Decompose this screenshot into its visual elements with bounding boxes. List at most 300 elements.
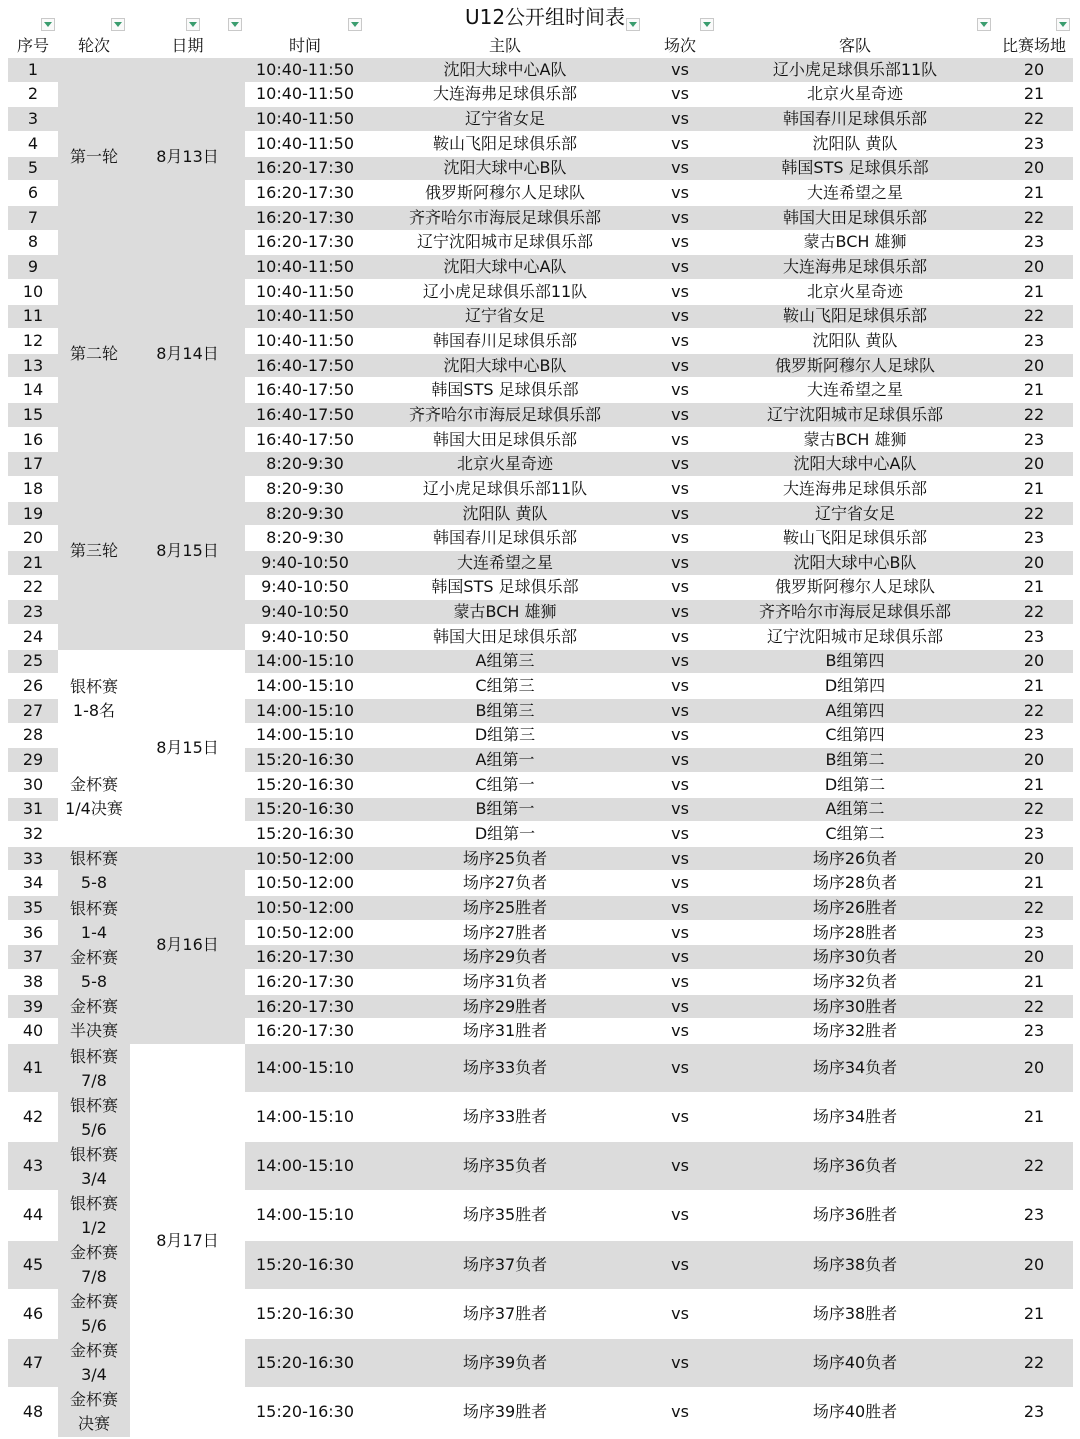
home-team: 场序25胜者 <box>462 897 548 917</box>
venue-number: 20 <box>1023 355 1045 375</box>
versus-label: vs <box>671 750 689 770</box>
venue-number: 21 <box>1023 774 1045 794</box>
versus-label: vs <box>671 1205 689 1225</box>
row-number: 44 <box>22 1205 44 1225</box>
home-team: 场序29胜者 <box>462 996 548 1016</box>
home-team: B组第三 <box>475 700 535 720</box>
venue-number: 23 <box>1023 232 1045 252</box>
away-team: 场序36负者 <box>812 1156 898 1176</box>
round-cell: 银杯赛 3/4 <box>58 1142 130 1191</box>
row-number: 11 <box>8 305 58 329</box>
venue-number: 20 <box>1023 651 1045 671</box>
match-time: 16:40-17:50 <box>256 404 354 424</box>
away-team: 沈阳队 黄队 <box>812 330 898 350</box>
header-venue: 比赛场地 <box>1001 35 1066 55</box>
match-time: 14:00-15:10 <box>256 1205 354 1225</box>
match-time: 10:50-12:00 <box>256 922 354 942</box>
away-team: 俄罗斯阿穆尔人足球队 <box>774 355 935 375</box>
home-team: D组第三 <box>474 725 536 745</box>
versus-label: vs <box>671 454 689 474</box>
header-home: 主队 <box>488 35 521 55</box>
row-number: 6 <box>27 183 39 203</box>
versus-label: vs <box>671 799 689 819</box>
home-team: 韩国春川足球俱乐部 <box>432 528 577 548</box>
away-team: 场序28胜者 <box>812 922 898 942</box>
row-number: 31 <box>8 798 58 822</box>
home-team: 辽小虎足球俱乐部11队 <box>422 281 588 301</box>
venue-number: 23 <box>1023 528 1045 548</box>
home-team: A组第一 <box>475 750 535 770</box>
match-time: 16:20-17:30 <box>256 947 354 967</box>
date-cell: 8月13日 <box>130 58 245 255</box>
venue-number: 21 <box>1023 183 1045 203</box>
home-team: 场序39负者 <box>462 1352 548 1372</box>
round-cell: 金杯赛 半决赛 <box>58 995 130 1044</box>
versus-label: vs <box>671 503 689 523</box>
row-number: 17 <box>8 452 58 476</box>
round-cell: 第一轮 <box>58 58 130 255</box>
match-time: 16:20-17:30 <box>256 971 354 991</box>
away-team: 齐齐哈尔市海辰足球俱乐部 <box>758 602 951 622</box>
match-time: 8:20-9:30 <box>266 454 344 474</box>
match-time: 15:20-16:30 <box>256 1254 354 1274</box>
match-time: 10:40-11:50 <box>256 59 354 79</box>
row-number: 5 <box>8 157 58 181</box>
away-team: 大连海弗足球俱乐部 <box>782 478 927 498</box>
home-team: 韩国春川足球俱乐部 <box>432 330 577 350</box>
away-team: A组第四 <box>825 700 885 720</box>
row-number: 18 <box>22 478 44 498</box>
row-number: 33 <box>8 847 58 871</box>
match-time: 10:40-11:50 <box>256 109 354 129</box>
versus-label: vs <box>671 700 689 720</box>
venue-number: 20 <box>1023 1254 1045 1274</box>
away-team: 辽宁沈阳城市足球俱乐部 <box>766 404 943 424</box>
filter-dropdown-icon[interactable] <box>111 18 125 31</box>
match-time: 9:40-10:50 <box>261 626 349 646</box>
venue-number: 21 <box>1023 478 1045 498</box>
match-time: 14:00-15:10 <box>256 725 354 745</box>
away-team: C组第四 <box>825 725 885 745</box>
match-time: 10:40-11:50 <box>256 133 354 153</box>
home-team: 场序37负者 <box>462 1254 548 1274</box>
home-team: 蒙古BCH 雄狮 <box>453 602 557 622</box>
match-time: 10:40-11:50 <box>256 257 354 277</box>
venue-number: 22 <box>1023 1352 1045 1372</box>
row-number: 34 <box>22 873 44 893</box>
venue-number: 21 <box>1023 971 1045 991</box>
versus-label: vs <box>671 1401 689 1421</box>
match-time: 15:20-16:30 <box>256 823 354 843</box>
row-number: 13 <box>8 354 58 378</box>
venue-number: 20 <box>1023 947 1045 967</box>
home-team: 齐齐哈尔市海辰足球俱乐部 <box>408 404 601 424</box>
match-time: 8:20-9:30 <box>266 503 344 523</box>
row-number: 15 <box>8 403 58 427</box>
home-team: 北京火星奇迹 <box>456 454 553 474</box>
versus-label: vs <box>671 429 689 449</box>
venue-number: 22 <box>1023 207 1045 227</box>
date-cell: 8月17日 <box>156 1230 219 1250</box>
row-number: 26 <box>22 676 44 696</box>
row-number: 36 <box>22 922 44 942</box>
row-number: 24 <box>22 626 44 646</box>
row-number: 29 <box>8 748 58 772</box>
venue-number: 20 <box>1023 257 1045 277</box>
match-time: 9:40-10:50 <box>261 602 349 622</box>
away-team: B组第四 <box>825 651 885 671</box>
venue-number: 20 <box>1023 750 1045 770</box>
versus-label: vs <box>671 133 689 153</box>
row-number: 4 <box>27 133 39 153</box>
venue-number: 23 <box>1023 1021 1045 1041</box>
away-team: 鞍山飞阳足球俱乐部 <box>782 528 927 548</box>
match-time: 16:20-17:30 <box>256 232 354 252</box>
home-team: 沈阳队 黄队 <box>462 503 548 523</box>
venue-number: 21 <box>1023 577 1045 597</box>
match-time: 15:20-16:30 <box>256 1401 354 1421</box>
row-number: 7 <box>8 206 58 230</box>
row-number: 3 <box>8 107 58 131</box>
venue-number: 22 <box>1023 996 1045 1016</box>
filter-dropdown-icon[interactable] <box>228 18 242 31</box>
venue-number: 20 <box>1023 552 1045 572</box>
versus-label: vs <box>671 84 689 104</box>
away-team: C组第二 <box>825 823 885 843</box>
home-team: 俄罗斯阿穆尔人足球队 <box>424 183 585 203</box>
match-time: 16:20-17:30 <box>256 1021 354 1041</box>
versus-label: vs <box>671 355 689 375</box>
venue-number: 23 <box>1023 1205 1045 1225</box>
venue-number: 23 <box>1023 133 1045 153</box>
versus-label: vs <box>671 996 689 1016</box>
match-time: 14:00-15:10 <box>256 1107 354 1127</box>
versus-label: vs <box>671 971 689 991</box>
match-time: 10:50-12:00 <box>256 848 354 868</box>
home-team: 场序25负者 <box>462 848 548 868</box>
venue-number: 23 <box>1023 725 1045 745</box>
row-number: 9 <box>8 255 58 279</box>
home-team: 韩国STS 足球俱乐部 <box>431 380 579 400</box>
home-team: 韩国STS 足球俱乐部 <box>431 577 579 597</box>
venue-number: 22 <box>1023 1156 1045 1176</box>
venue-number: 23 <box>1023 429 1045 449</box>
row-number: 21 <box>8 551 58 575</box>
match-time: 10:40-11:50 <box>256 84 354 104</box>
versus-label: vs <box>671 602 689 622</box>
away-team: A组第二 <box>825 799 885 819</box>
home-team: 场序31胜者 <box>462 1021 548 1041</box>
away-team: 场序30胜者 <box>812 996 898 1016</box>
home-team: 场序39胜者 <box>462 1401 548 1421</box>
date-cell: 8月15日 <box>156 738 219 758</box>
match-time: 10:40-11:50 <box>256 281 354 301</box>
away-team: 场序32胜者 <box>812 1021 898 1041</box>
versus-label: vs <box>671 306 689 326</box>
away-team: 场序36胜者 <box>812 1205 898 1225</box>
match-time: 10:40-11:50 <box>256 306 354 326</box>
home-team: 大连希望之星 <box>456 552 553 572</box>
match-time: 14:00-15:10 <box>256 700 354 720</box>
home-team: 鞍山飞阳足球俱乐部 <box>432 133 577 153</box>
away-team: 沈阳队 黄队 <box>812 133 898 153</box>
venue-number: 22 <box>1023 503 1045 523</box>
home-team: 场序27胜者 <box>462 922 548 942</box>
match-time: 16:20-17:30 <box>256 183 354 203</box>
match-time: 16:40-17:50 <box>256 355 354 375</box>
match-time: 8:20-9:30 <box>266 528 344 548</box>
match-time: 16:40-17:50 <box>256 429 354 449</box>
round-cell: 金杯赛 决赛 <box>58 1388 130 1437</box>
row-number: 46 <box>22 1303 44 1323</box>
versus-label: vs <box>671 897 689 917</box>
venue-number: 20 <box>1023 848 1045 868</box>
home-team: 辽宁省女足 <box>464 306 545 326</box>
versus-label: vs <box>671 330 689 350</box>
home-team: D组第一 <box>474 823 536 843</box>
home-team: 大连海弗足球俱乐部 <box>432 84 577 104</box>
away-team: D组第四 <box>824 676 886 696</box>
home-team: B组第一 <box>475 799 535 819</box>
row-number: 2 <box>27 84 39 104</box>
filter-dropdown-icon[interactable] <box>348 18 362 31</box>
round-cell: 银杯赛 5-8 <box>58 847 130 896</box>
versus-label: vs <box>671 1303 689 1323</box>
away-team: D组第二 <box>824 774 886 794</box>
away-team: 北京火星奇迹 <box>806 84 903 104</box>
match-time: 14:00-15:10 <box>256 676 354 696</box>
away-team: 辽宁省女足 <box>814 503 895 523</box>
match-time: 14:00-15:10 <box>256 1156 354 1176</box>
home-team: A组第三 <box>475 651 535 671</box>
venue-number: 21 <box>1023 676 1045 696</box>
home-team: 场序29负者 <box>462 947 548 967</box>
home-team: 沈阳大球中心A队 <box>443 59 567 79</box>
row-number: 39 <box>8 995 58 1019</box>
round-cell: 金杯赛 5/6 <box>58 1290 130 1339</box>
round-cell: 银杯赛 1/2 <box>58 1191 130 1240</box>
home-team: 沈阳大球中心B队 <box>443 355 567 375</box>
match-time: 16:20-17:30 <box>256 158 354 178</box>
round-cell: 第三轮 <box>58 452 130 649</box>
header-no: 序号 <box>16 35 49 55</box>
versus-label: vs <box>671 109 689 129</box>
versus-label: vs <box>671 873 689 893</box>
filter-dropdown-icon[interactable] <box>186 18 200 31</box>
home-team: C组第一 <box>475 774 535 794</box>
versus-label: vs <box>671 232 689 252</box>
versus-label: vs <box>671 183 689 203</box>
versus-label: vs <box>671 1021 689 1041</box>
versus-label: vs <box>671 552 689 572</box>
away-team: 大连希望之星 <box>806 380 903 400</box>
versus-label: vs <box>671 922 689 942</box>
filter-dropdown-icon[interactable] <box>1056 18 1070 31</box>
home-team: 场序33胜者 <box>462 1107 548 1127</box>
row-number: 35 <box>8 896 58 920</box>
versus-label: vs <box>671 725 689 745</box>
round-cell: 金杯赛 3/4 <box>58 1339 130 1388</box>
away-team: 场序40胜者 <box>812 1401 898 1421</box>
round-cell: 金杯赛 7/8 <box>58 1241 130 1290</box>
venue-number: 21 <box>1023 1303 1045 1323</box>
versus-label: vs <box>671 380 689 400</box>
venue-number: 21 <box>1023 873 1045 893</box>
versus-label: vs <box>671 528 689 548</box>
header-date: 日期 <box>171 35 204 55</box>
match-time: 15:20-16:30 <box>256 799 354 819</box>
versus-label: vs <box>671 59 689 79</box>
match-time: 16:40-17:50 <box>256 380 354 400</box>
row-number: 28 <box>22 725 44 745</box>
away-team: 蒙古BCH 雄狮 <box>803 232 907 252</box>
header-match: 场次 <box>663 35 696 55</box>
row-number: 32 <box>22 823 44 843</box>
venue-number: 21 <box>1023 84 1045 104</box>
venue-number: 21 <box>1023 1107 1045 1127</box>
round-cell: 银杯赛 1-8名 <box>69 676 118 720</box>
row-number: 48 <box>22 1401 44 1421</box>
row-number: 45 <box>8 1241 58 1289</box>
date-cell: 8月16日 <box>130 847 245 1044</box>
row-number: 47 <box>8 1339 58 1387</box>
away-team: 俄罗斯阿穆尔人足球队 <box>774 577 935 597</box>
venue-number: 22 <box>1023 602 1045 622</box>
sheet-title: U12公开组时间表 <box>464 5 626 29</box>
away-team: 大连希望之星 <box>806 183 903 203</box>
venue-number: 22 <box>1023 897 1045 917</box>
venue-number: 20 <box>1023 1058 1045 1078</box>
date-cell: 8月15日 <box>130 452 245 649</box>
match-time: 14:00-15:10 <box>256 1058 354 1078</box>
versus-label: vs <box>671 1058 689 1078</box>
away-team: 场序26负者 <box>812 848 898 868</box>
away-team: 大连海弗足球俱乐部 <box>782 257 927 277</box>
filter-dropdown-icon[interactable] <box>626 18 640 31</box>
header-away: 客队 <box>838 35 871 55</box>
match-time: 15:20-16:30 <box>256 774 354 794</box>
row-number: 8 <box>27 232 39 252</box>
home-team: C组第三 <box>475 676 535 696</box>
home-team: 辽小虎足球俱乐部11队 <box>422 478 588 498</box>
venue-number: 23 <box>1023 922 1045 942</box>
versus-label: vs <box>671 1107 689 1127</box>
header-time: 时间 <box>288 35 321 55</box>
versus-label: vs <box>671 626 689 646</box>
venue-number: 21 <box>1023 380 1045 400</box>
row-number: 37 <box>8 945 58 969</box>
venue-number: 22 <box>1023 109 1045 129</box>
round-cell: 第二轮 <box>58 255 130 452</box>
round-cell: 银杯赛 7/8 <box>58 1044 130 1093</box>
away-team: 韩国STS 足球俱乐部 <box>781 158 929 178</box>
venue-number: 23 <box>1023 626 1045 646</box>
away-team: 韩国大田足球俱乐部 <box>782 207 927 227</box>
away-team: 场序38负者 <box>812 1254 898 1274</box>
venue-number: 23 <box>1023 1401 1045 1421</box>
row-number: 27 <box>8 699 58 723</box>
match-time: 10:50-12:00 <box>256 873 354 893</box>
versus-label: vs <box>671 651 689 671</box>
versus-label: vs <box>671 1156 689 1176</box>
home-team: 场序33负者 <box>462 1058 548 1078</box>
match-time: 10:40-11:50 <box>256 330 354 350</box>
row-number: 23 <box>8 600 58 624</box>
row-number: 43 <box>8 1142 58 1190</box>
venue-number: 20 <box>1023 158 1045 178</box>
venue-number: 21 <box>1023 281 1045 301</box>
filter-dropdown-icon[interactable] <box>41 18 55 31</box>
round-cell: 金杯赛 1/4决赛 <box>65 775 123 819</box>
row-number: 38 <box>22 971 44 991</box>
row-number: 16 <box>22 429 44 449</box>
match-time: 14:00-15:10 <box>256 651 354 671</box>
filter-dropdown-icon[interactable] <box>977 18 991 31</box>
row-number: 19 <box>8 502 58 526</box>
versus-label: vs <box>671 823 689 843</box>
away-team: 辽宁沈阳城市足球俱乐部 <box>766 626 943 646</box>
versus-label: vs <box>671 848 689 868</box>
versus-label: vs <box>671 577 689 597</box>
date-cell: 8月14日 <box>130 255 245 452</box>
versus-label: vs <box>671 478 689 498</box>
away-team: 场序38胜者 <box>812 1303 898 1323</box>
versus-label: vs <box>671 404 689 424</box>
versus-label: vs <box>671 947 689 967</box>
header-round: 轮次 <box>77 35 110 55</box>
home-team: 场序35负者 <box>462 1156 548 1176</box>
home-team: 韩国大田足球俱乐部 <box>432 626 577 646</box>
venue-number: 23 <box>1023 330 1045 350</box>
versus-label: vs <box>671 774 689 794</box>
match-time: 15:20-16:30 <box>256 1303 354 1323</box>
away-team: 场序28负者 <box>812 873 898 893</box>
away-team: 韩国春川足球俱乐部 <box>782 109 927 129</box>
round-cell: 金杯赛 5-8 <box>58 945 130 994</box>
match-time: 10:50-12:00 <box>256 897 354 917</box>
away-team: 沈阳大球中心B队 <box>793 552 917 572</box>
away-team: 蒙古BCH 雄狮 <box>803 429 907 449</box>
home-team: 齐齐哈尔市海辰足球俱乐部 <box>408 207 601 227</box>
away-team: 鞍山飞阳足球俱乐部 <box>782 306 927 326</box>
away-team: 北京火星奇迹 <box>806 281 903 301</box>
versus-label: vs <box>671 257 689 277</box>
away-team: B组第二 <box>825 750 885 770</box>
match-time: 15:20-16:30 <box>256 1352 354 1372</box>
row-number: 20 <box>22 528 44 548</box>
venue-number: 20 <box>1023 454 1045 474</box>
versus-label: vs <box>671 281 689 301</box>
home-team: 辽宁沈阳城市足球俱乐部 <box>416 232 593 252</box>
match-time: 16:20-17:30 <box>256 207 354 227</box>
home-team: 场序35胜者 <box>462 1205 548 1225</box>
away-team: 场序26胜者 <box>812 897 898 917</box>
versus-label: vs <box>671 1352 689 1372</box>
home-team: 场序37胜者 <box>462 1303 548 1323</box>
row-number: 40 <box>22 1021 44 1041</box>
match-time: 8:20-9:30 <box>266 478 344 498</box>
versus-label: vs <box>671 158 689 178</box>
home-team: 沈阳大球中心B队 <box>443 158 567 178</box>
round-cell: 银杯赛 1-4 <box>58 896 130 945</box>
filter-dropdown-icon[interactable] <box>700 18 714 31</box>
versus-label: vs <box>671 207 689 227</box>
row-number: 30 <box>22 774 44 794</box>
round-cell: 银杯赛 5/6 <box>58 1093 130 1142</box>
away-team: 辽小虎足球俱乐部11队 <box>772 59 938 79</box>
match-time: 16:20-17:30 <box>256 996 354 1016</box>
home-team: 韩国大田足球俱乐部 <box>432 429 577 449</box>
